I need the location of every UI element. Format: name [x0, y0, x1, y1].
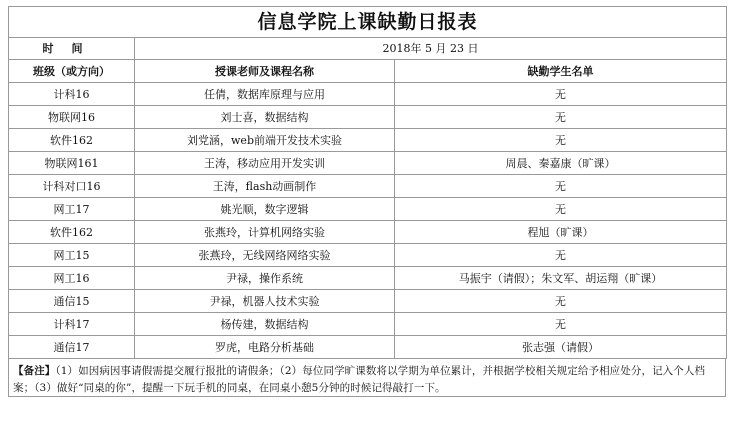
cell-absent: 无: [395, 83, 727, 106]
table-row: [9, 106, 727, 129]
cell-teacher-course: 姚光顺，数字逻辑: [135, 198, 395, 221]
cell-teacher-course: 刘士喜，数据结构: [135, 106, 395, 129]
cell-teacher-course: 尹禄，操作系统: [135, 267, 395, 290]
cell-absent: 周晨、秦嘉康（旷课）: [395, 152, 727, 175]
header-class: 班级（或方向）: [9, 60, 135, 83]
cell-absent: 无: [395, 244, 727, 267]
table-row: [9, 221, 727, 244]
table-row: [9, 175, 727, 198]
header-teacher-course: 授课老师及课程名称: [135, 60, 395, 83]
cell-class: 网工16: [9, 267, 135, 290]
time-label: 时间: [9, 38, 135, 60]
cell-teacher-course: 张燕玲，计算机网络实验: [135, 221, 395, 244]
table-row: [9, 244, 727, 267]
cell-class: 软件162: [9, 221, 135, 244]
cell-absent: 无: [395, 129, 727, 152]
cell-teacher-course: 张燕玲，无线网络网络实验: [135, 244, 395, 267]
cell-teacher-course: 王涛，移动应用开发实训: [135, 152, 395, 175]
cell-class: 物联网16: [9, 106, 135, 129]
absence-report-table: [8, 6, 727, 359]
cell-teacher-course: 杨传建，数据结构: [135, 313, 395, 336]
header-absent: 缺勤学生名单: [395, 60, 727, 83]
cell-absent: 无: [395, 198, 727, 221]
cell-absent: 程旭（旷课）: [395, 221, 727, 244]
time-row: [9, 38, 727, 60]
table-row: [9, 313, 727, 336]
cell-teacher-course: 罗虎，电路分析基础: [135, 336, 395, 359]
cell-class: 通信15: [9, 290, 135, 313]
remarks: [8, 359, 726, 397]
table-row: [9, 290, 727, 313]
header-row: [9, 60, 727, 83]
cell-absent: 马振宇（请假）；朱文军、胡运翔（旷课）: [395, 267, 727, 290]
title-row: [9, 7, 727, 38]
cell-class: 通信17: [9, 336, 135, 359]
cell-teacher-course: 刘党涵，web前端开发技术实验: [135, 129, 395, 152]
cell-absent: 张志强（请假）: [395, 336, 727, 359]
cell-class: 软件162: [9, 129, 135, 152]
cell-teacher-course: 任倩，数据库原理与应用: [135, 83, 395, 106]
table-row: [9, 152, 727, 175]
cell-class: 物联网161: [9, 152, 135, 175]
table-row: [9, 336, 727, 359]
cell-teacher-course: 王涛，flash动画制作: [135, 175, 395, 198]
cell-class: 网工17: [9, 198, 135, 221]
cell-absent: 无: [395, 106, 727, 129]
remarks-text: （1）如因病因事请假需提交履行报批的请假条；（2）每位同学旷课数将以学期为单位累计，并根据学校相关规定给予相应处分，记入个人档案；（3）做好“同桌的你”，提醒一下玩手机的同桌，在同桌小憩5分钟的时候记得敲打一下。: [13, 365, 706, 394]
absence-report-sheet: [8, 6, 726, 397]
cell-absent: 无: [395, 175, 727, 198]
table-row: [9, 267, 727, 290]
table-row: [9, 198, 727, 221]
remarks-tag: 【备注】: [13, 365, 56, 377]
cell-class: 计科对口16: [9, 175, 135, 198]
table-row: [9, 129, 727, 152]
cell-class: 计科16: [9, 83, 135, 106]
cell-class: 网工15: [9, 244, 135, 267]
cell-teacher-course: 尹禄，机器人技术实验: [135, 290, 395, 313]
report-date: 2018年 5 月 23 日: [135, 38, 727, 60]
cell-class: 计科17: [9, 313, 135, 336]
cell-absent: 无: [395, 290, 727, 313]
table-row: [9, 83, 727, 106]
cell-absent: 无: [395, 313, 727, 336]
report-title: 信息学院上课缺勤日报表: [9, 7, 727, 38]
